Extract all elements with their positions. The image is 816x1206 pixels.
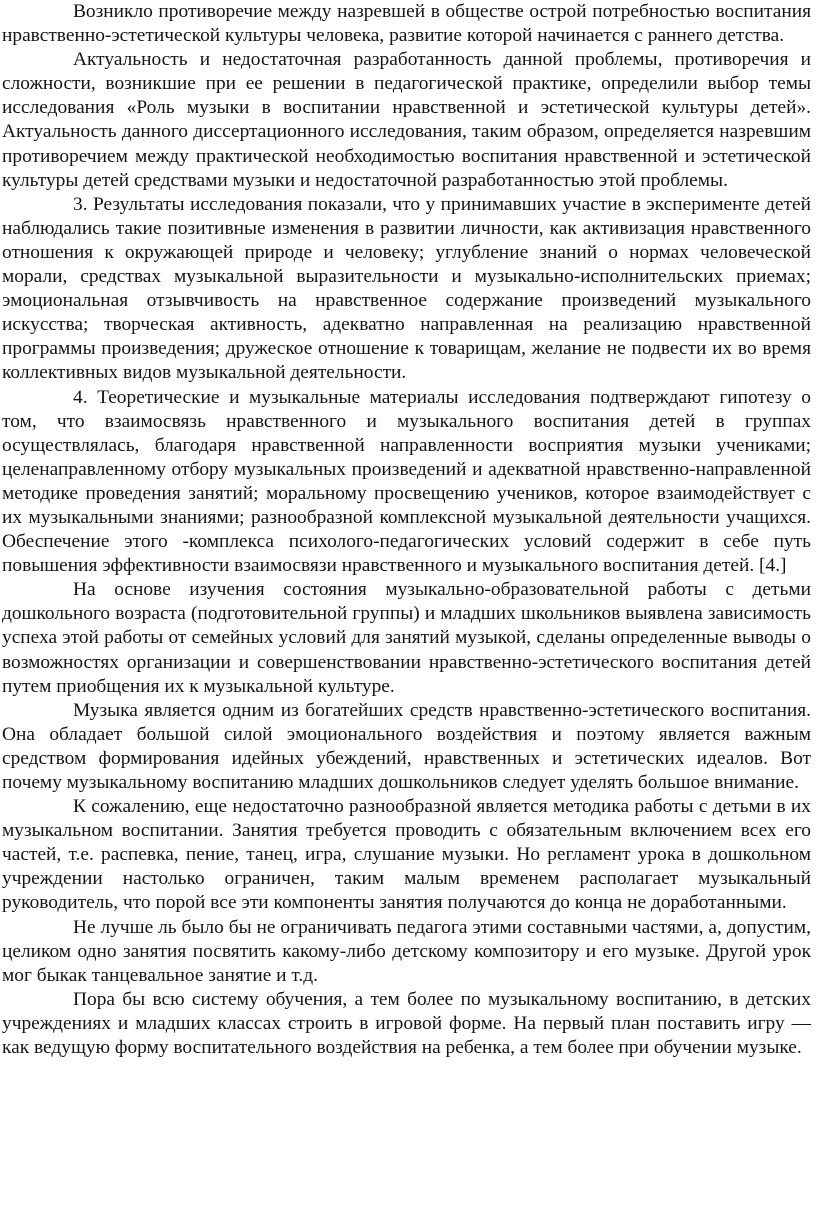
paragraph-music-role: Музыка является одним из богатейших средств нравственно-эстетического воспитания. Она обладает большой силой эмоционального воздействия и поэтому является важным средством формирования идейных убеждений, нравственных и эстетических идеалов. Вот почему музыкальному воспитанию младших дошкольников следует уделять большое внимание. (2, 699, 811, 793)
paragraph-result-4: 4. Теоретические и музыкальные материалы исследования подтверждают гипотезу о том, что взаимосвязь нравственного и музыкального воспитания детей в группах осуществлялась, благодаря нравственной направленности восприятия музыки учениками; целенаправленному отбору музыкальных произведений и адекватной нравственно-направленной методике проведения занятий; моральному просвещению учеников, которое взаимодействует с их музыкальными знаниями; разнообразной комплексной музыкальной деятельности учащихся. Обеспечение этого -комплекса психолого-педагогических условий содержит в себе путь повышения эффективности взаимосвязи нравственного и музыкального воспитания детей. [4.] (2, 386, 811, 577)
paragraph-result-3: 3. Результаты исследования показали, что у принимавших участие в эксперименте детей наблюдались такие позитивные изменения в развитии личности, как активизация нравственного отношения к окружающей природе и человеку; углубление знаний о нормах человеческой морали, средствах музыкальной выразительности и музыкально-исполнительских приемах; эмоциональная отзывчивость на нравственное содержание произведений музыкального искусства; творческая активность, адекватно направленная на реализацию нравственной программы произведения; дружеское отношение к товарищам, желание не подвести их во время коллективных видов музыкальной деятельности. (2, 193, 811, 384)
paragraph-game-form: Пора бы всю систему обучения, а тем более по музыкальному воспитанию, в детских учреждениях и младших классах строить в игровой форме. На первый план поставить игру — как ведущую форму воспитательного воздействия на ребенка, а тем более при обучении музыке. (2, 988, 811, 1059)
paragraph-composer-lesson: Не лучше ль было бы не ограничивать педагога этими составными частями, а, допустим, целиком одно занятия посвятить какому-либо детскому композитору и его музыке. Другой урок мог быкак танцевальное занятие и т.д. (2, 916, 811, 986)
paragraph-study-basis: На основе изучения состояния музыкально-образовательной работы с детьми дошкольного возраста (подготовительной группы) и младших школьников выявлена зависимость успеха этой работы от семейных условий для занятий музыкой, сделаны определенные выводы о возможностях организации и совершенствовании нравственно-эстетического воспитания детей путем приобщения их к музыкальной культуре. (2, 579, 811, 697)
paragraph-contradiction: Возникло противоречие между назревшей в обществе острой потребностью воспитания нравственно-эстетической культуры человека, развитие которой начинается с раннего детства. (2, 1, 811, 47)
paragraph-methodology: К сожалению, еще недостаточно разнообразной является методика работы с детьми в их музыкальном воспитании. Занятия требуется проводить с обязательным включением всех его частей, т.е. распевка, пение, танец, игра, слушание музыки. Но регламент урока в дошкольном учреждении настолько ограничен, таким малым временем располагает музыкальный руководитель, что порой все эти компоненты занятия получаются до конца не доработанными. (2, 796, 811, 914)
paragraph-relevance: Актуальность и недостаточная разработанность данной проблемы, противоречия и сложности, возникшие при ее решении в педагогической практике, определили выбор темы исследования «Роль музыки в воспитании нравственной и эстетической культуры детей». Актуальность данного диссертационного исследования, таким образом, определяется назревшим противоречием между практической необходимостью воспитания нравственной и эстетической культуры детей средствами музыки и недостаточной разработанностью этой проблемы. (2, 49, 811, 191)
